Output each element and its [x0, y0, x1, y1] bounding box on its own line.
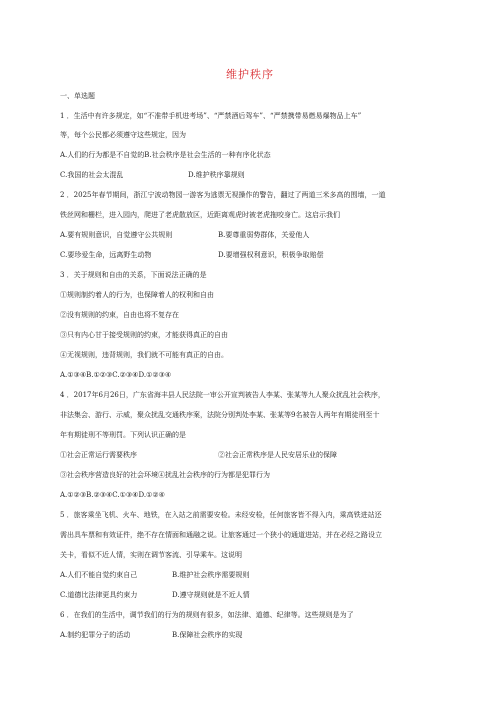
- q4-options: A.①②③B.②③④C.①③④D.①②④: [60, 491, 165, 499]
- q2-stem-line-2: 铁丝网和栅栏，进入园内，爬进了老虎散放区，近距离观虎时被老虎拖咬身亡。这启示我们: [60, 211, 340, 219]
- q1-options-ab: A.人们的行为都是不自觉的B.社会秩序是社会生活的一种有序化状态: [60, 151, 271, 159]
- q1-stem-line-1: 1 ．生活中有许多规定，如“不准带手机进考场”、“严禁酒后驾车”、“严禁携带易燃易爆物品上车”: [60, 112, 362, 120]
- q2-option-c: C.要珍爱生命，远离野生动物: [60, 251, 152, 259]
- q5-stem-line-3: 关卡，看似不近人情，实则在调节客流、引导乘车。这说明: [60, 551, 242, 559]
- q4-statement-3-4: ③社会秩序营造良好的社会环境④扰乱社会秩序的行为都是犯罪行为: [60, 471, 270, 479]
- q2-option-d: D.要增强权利意识，积极争取赔偿: [218, 251, 324, 259]
- q5-option-a: A.人们不能自觉约束自己: [60, 571, 138, 579]
- q4-statement-1: ①社会正常运行需要秩序: [60, 451, 137, 459]
- q1-stem-line-2: 等，每个公民都必须遵守这些规定，因为: [60, 131, 186, 139]
- q3-statement-4: ④无视规则，违背规则，我们就不可能有真正的自由。: [60, 351, 228, 359]
- q4-stem-line-2: 非法集会、游行、示威，聚众扰乱交通秩序案，法院分别判处李某、张某等9名被告人两年有期徒刑至十: [60, 411, 380, 419]
- q3-statement-3: ③只有内心甘于接受规则的约束，才能获得真正的自由: [60, 331, 228, 339]
- q1-option-d: D.维护秩序靠规则: [188, 171, 245, 179]
- q3-statement-1: ①规则制约着人的行为，也保障着人的权利和自由: [60, 291, 214, 299]
- q4-stem-line-1: 4 ．2017年6月26日，广东省海丰县人民法院一审公开宣判被告人李某、张某等九人聚众扰乱社会秩序，: [60, 391, 385, 399]
- q2-stem-line-1: 2 ．2025年春节期间，浙江宁波动物园一游客为逃票无视操作的警告，翻过了两道三米多高的围墙，一道: [60, 191, 386, 199]
- q3-statement-2: ②没有规则的约束，自由也将不复存在: [60, 311, 179, 319]
- q2-option-a: A.要有规则意识，自觉遵守公共规则: [60, 231, 173, 239]
- q5-stem-line-2: 需出具车票和有效证件，绝不存在情面和通融之说。让旅客通过一个狭小的通道进站，并在必经之路设立: [60, 531, 382, 539]
- q3-options: A.①③④B.①②③C.②③④D.①②③④: [60, 371, 172, 379]
- section-heading: 一、单选题: [60, 92, 95, 100]
- q5-option-c: C.道德比法律更具约束力: [60, 591, 138, 599]
- q5-stem-line-1: 5 ．旅客乘坐飞机、火车、地铁，在入站之前需要安检。未经安检，任何旅客皆不得入内，乘高铁进站还: [60, 511, 382, 519]
- q6-option-b: B.保障社会秩序的实现: [172, 631, 243, 639]
- page-title: 维护秩序: [226, 68, 274, 81]
- q2-option-b: B.要尊重弱势群体，关爱他人: [218, 231, 310, 239]
- q3-stem: 3 ．关于规则和自由的关系，下面说法正确的是: [60, 271, 207, 279]
- q6-option-a: A.制约犯罪分子的活动: [60, 631, 131, 639]
- q6-stem: 6 ．在我们的生活中，调节我们的行为的规则有很多，如法律、道德、纪律等。这些规则是为了: [60, 611, 354, 619]
- q5-option-d: D.遵守规则就是不近人情: [172, 591, 250, 599]
- q4-statement-2: ②社会正常秩序是人民安居乐业的保障: [218, 451, 337, 459]
- q5-option-b: B.维护社会秩序需要规则: [172, 571, 250, 579]
- q1-option-c: C.我国的社会太混乱: [60, 171, 124, 179]
- q4-stem-line-3: 年有期徒刑不等刑罚。下列认识正确的是: [60, 431, 186, 439]
